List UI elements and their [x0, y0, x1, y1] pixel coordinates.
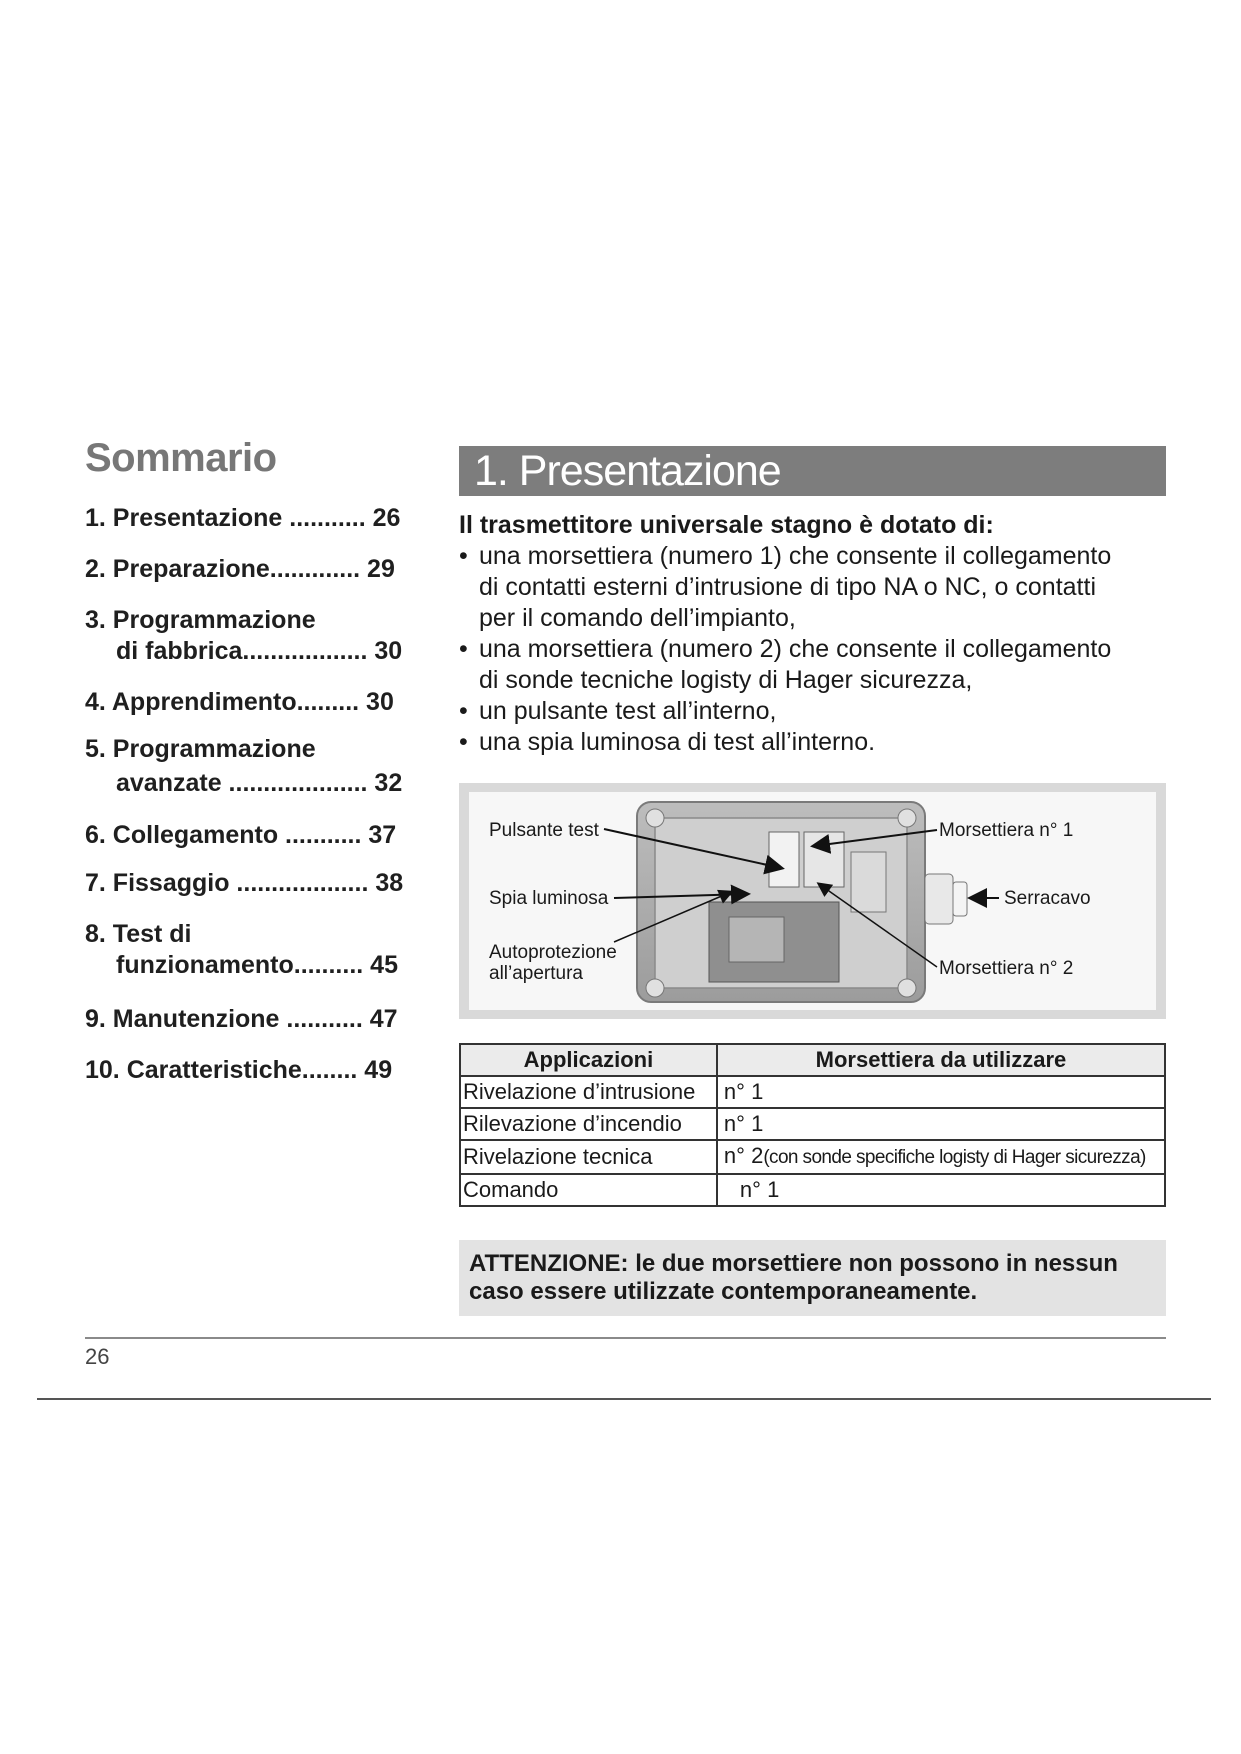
label-autoprotezione: [489, 942, 617, 984]
label-morsettiera-1: Morsettiera n° 1: [939, 820, 1074, 841]
table-row: [460, 1108, 1165, 1140]
terminal-block-2-shape: [804, 832, 844, 887]
toc-item-label: 1. Presentazione ........... 26: [85, 504, 401, 532]
footer-divider: [85, 1337, 1166, 1339]
bullet-icon: •: [459, 542, 468, 570]
toc-item-label-continued: funzionamento.......... 45: [116, 951, 398, 979]
toc-title: Sommario: [85, 436, 277, 480]
table-row: [460, 1140, 1165, 1174]
table-row: [460, 1076, 1165, 1108]
list-item-line: una morsettiera (numero 1) che consente il collegamento: [479, 542, 1112, 570]
toc-item-label: 3. Programmazione: [85, 606, 316, 634]
list-item-line: per il comando dell’impianto,: [479, 604, 796, 632]
cable-gland-cap-icon: [953, 882, 967, 916]
label-autoprotezione-line2: all’apertura: [489, 963, 583, 984]
bullet-icon: •: [459, 728, 468, 756]
toc-item-collegamento[interactable]: [85, 820, 420, 851]
toc-item-presentazione[interactable]: [85, 503, 420, 534]
screw-icon: [646, 809, 664, 827]
screw-icon: [646, 979, 664, 997]
page-bottom-divider: [37, 1398, 1211, 1400]
cell-morsettiera-note: (con sonde specifiche logisty di Hager sicurezza): [763, 1147, 1146, 1168]
intro-text: [459, 510, 1179, 758]
column-header-applicazioni: Applicazioni: [460, 1044, 717, 1076]
cell-morsettiera: n° 1: [717, 1174, 1165, 1206]
cell-morsettiera: n° 1: [717, 1108, 1165, 1140]
cell-application: Comando: [460, 1174, 717, 1206]
label-autoprotezione-line1: Autoprotezione: [489, 942, 617, 963]
list-item: [459, 696, 1179, 727]
cell-application: Rivelazione d’intrusione: [460, 1076, 717, 1108]
toc-item-apprendimento[interactable]: [85, 687, 420, 718]
feature-list: [459, 541, 1179, 758]
cell-morsettiera: n° 1: [717, 1076, 1165, 1108]
list-item-line: una spia luminosa di test all’interno.: [479, 728, 876, 756]
applications-table: [459, 1043, 1166, 1207]
bullet-icon: •: [459, 635, 468, 663]
toc-item-label-continued: di fabbrica.................. 30: [116, 637, 403, 665]
warning-line2: caso essere utilizzate contemporaneamente.: [469, 1278, 978, 1305]
column-header-morsettiera: Morsettiera da utilizzare: [717, 1044, 1165, 1076]
toc-item-manutenzione[interactable]: [85, 1004, 420, 1035]
toc-item-caratteristiche[interactable]: [85, 1055, 420, 1086]
toc-item-programmazione-fabbrica[interactable]: [85, 605, 420, 667]
toc-item-label-continued: avanzate .................... 32: [116, 769, 403, 797]
terminal-block-1-shape: [769, 832, 799, 887]
label-morsettiera-2: Morsettiera n° 2: [939, 958, 1074, 979]
warning-line1: ATTENZIONE: le due morsettiere non possono in nessun: [469, 1250, 1118, 1277]
table-header-row: [460, 1044, 1165, 1076]
toc-item-label: 9. Manutenzione ........... 47: [85, 1005, 398, 1033]
cell-application: Rilevazione d’incendio: [460, 1108, 717, 1140]
table-row: [460, 1174, 1165, 1206]
figure-inner: [469, 792, 1156, 1010]
label-pulsante-test: Pulsante test: [489, 820, 599, 841]
screw-icon: [898, 979, 916, 997]
list-item: [459, 541, 1179, 634]
battery-shape: [729, 917, 784, 962]
toc-item-programmazione-avanzate[interactable]: [85, 734, 420, 799]
list-item-line: un pulsante test all’interno,: [479, 697, 777, 725]
label-serracavo: Serracavo: [1004, 888, 1091, 909]
list-item-line: una morsettiera (numero 2) che consente il collegamento: [479, 635, 1112, 663]
toc-item-label: 2. Preparazione............. 29: [85, 555, 395, 583]
list-item: [459, 727, 1179, 758]
device-figure: [459, 783, 1166, 1019]
list-item-line: di sonde tecniche logisty di Hager sicurezza,: [479, 666, 973, 694]
section-title: 1. Presentazione: [459, 446, 1166, 496]
toc-item-label: 4. Apprendimento......... 30: [85, 688, 394, 716]
toc-item-fissaggio[interactable]: [85, 868, 420, 899]
warning-box: [459, 1240, 1166, 1316]
toc-item-label: 10. Caratteristiche........ 49: [85, 1056, 393, 1084]
cell-morsettiera-value: n° 2: [723, 1143, 764, 1168]
cable-gland-icon: [925, 874, 953, 924]
intro-lead: Il trasmettitore universale stagno è dotato di:: [459, 511, 994, 539]
bullet-icon: •: [459, 697, 468, 725]
screw-icon: [898, 809, 916, 827]
page-number: 26: [85, 1344, 110, 1369]
cell-morsettiera: [717, 1140, 1165, 1174]
list-item-line: di contatti esterni d’intrusione di tipo NA o NC, o contatti: [479, 573, 1096, 601]
toc-item-label: 7. Fissaggio ................... 38: [85, 869, 404, 897]
toc-item-test-funzionamento[interactable]: [85, 919, 420, 981]
toc-item-label: 6. Collegamento ........... 37: [85, 821, 397, 849]
list-item: [459, 634, 1179, 696]
toc-item-label: 5. Programmazione: [85, 735, 316, 763]
toc-item-label: 8. Test di: [85, 920, 192, 948]
cell-application: Rivelazione tecnica: [460, 1140, 717, 1174]
side-bracket-shape: [851, 852, 886, 912]
toc-item-preparazione[interactable]: [85, 554, 420, 585]
label-spia-luminosa: Spia luminosa: [489, 888, 609, 909]
